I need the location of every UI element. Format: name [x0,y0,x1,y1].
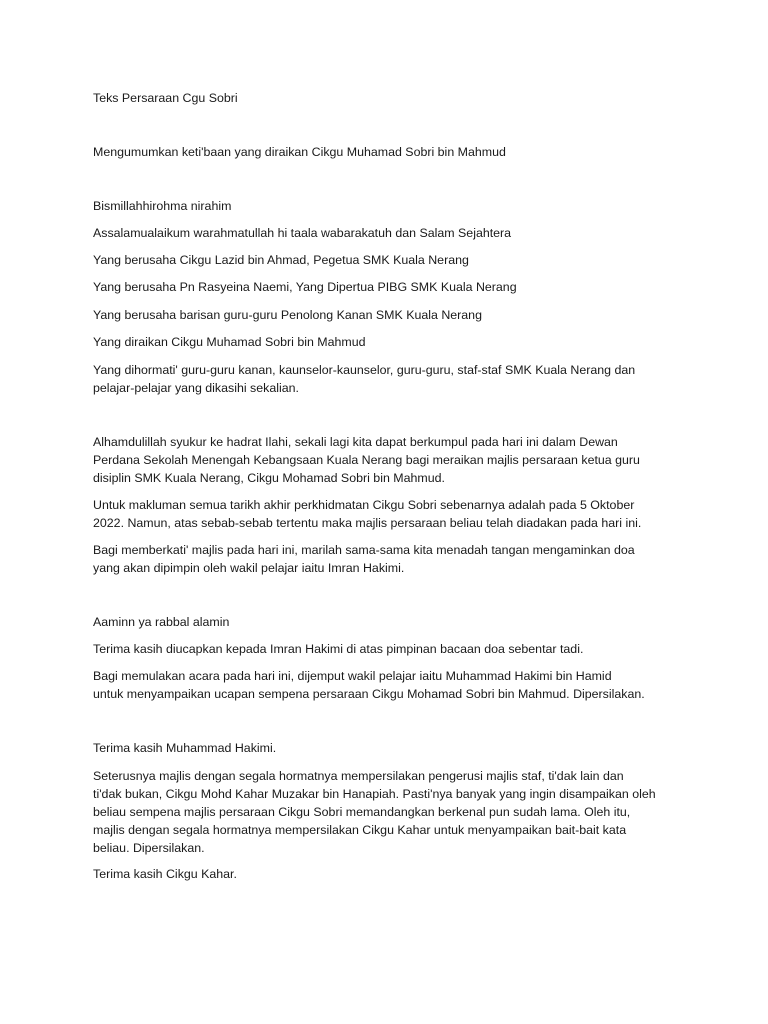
paragraph-line: untuk menyampaikan ucapan sempena persaraan Cikgu Mohamad Sobri bin Mahmud. Dipersilakan. [93,687,645,701]
paragraph-line: Bagi memulakan acara pada hari ini, dijemput wakil pelajar iaitu Muhammad Hakimi bin Hamid [93,669,612,683]
paragraph-line: Untuk makluman semua tarikh akhir perkhidmatan Cikgu Sobri sebenarnya adalah pada 5 Oktober [93,498,635,512]
thanks-hakimi-text: Terima kasih Muhammad Hakimi. [93,741,277,755]
thanks-kahar-text: Terima kasih Cikgu Kahar. [93,867,237,881]
info-paragraph [93,496,678,532]
respected-paragraph [93,361,678,397]
alhamdulillah-paragraph [93,433,678,487]
paragraph-line: Alhamdulillah syukur ke hadrat Ilahi, sekali lagi kita dapat berkumpul pada hari ini dalam Dewan [93,435,618,449]
invite-student-paragraph [93,667,678,703]
thanks-hakimi-paragraph [93,739,678,757]
paragraph-line: beliau. Dipersilakan. [93,841,205,855]
thanks-imran-text: Terima kasih diucapkan kepada Imran Hakimi di atas pimpinan bacaan doa sebentar tadi. [93,642,584,656]
paragraph-line: Bagi memberkati' majlis pada hari ini, marilah sama-sama kita menadah tangan mengaminkan doa [93,543,635,557]
paragraph-line: pelajar-pelajar yang dikasihi sekalian. [93,381,299,395]
amin-paragraph [93,613,678,631]
invite-kahar-paragraph [93,767,678,857]
thanks-kahar-paragraph [93,865,678,883]
salutation-paragraph [93,224,678,242]
paragraph-line: disiplin SMK Kuala Nerang, Cikgu Mohamad Sobri bin Mahmud. [93,471,445,485]
salutation-line: Yang berusaha Cikgu Lazid bin Ahmad, Pegetua SMK Kuala Nerang [93,253,469,267]
doa-paragraph [93,541,678,577]
paragraph-line: Seterusnya majlis dengan segala hormatnya mempersilakan pengerusi majlis staf, ti'dak lain dan [93,769,624,783]
salutation-line: Yang berusaha Pn Rasyeina Naemi, Yang Dipertua PIBG SMK Kuala Nerang [93,280,517,294]
salutation-paragraph [93,251,678,269]
salutation-line: Assalamualaikum warahmatullah hi taala wabarakatuh dan Salam Sejahtera [93,226,512,240]
salutation-line: Yang berusaha barisan guru-guru Penolong Kanan SMK Kuala Nerang [93,308,482,322]
bismillah-paragraph [93,197,678,215]
paragraph-line: majlis dengan segala hormatnya mempersilakan Cikgu Kahar untuk menyampaikan bait-bait kata [93,823,627,837]
salutation-line: Yang diraikan Cikgu Muhamad Sobri bin Mahmud [93,335,366,349]
announcement-text: Mengumumkan keti'baan yang diraikan Cikgu Muhamad Sobri bin Mahmud [93,145,506,159]
announcement-paragraph [93,143,678,161]
thanks-imran-paragraph [93,640,678,658]
salutation-paragraph [93,306,678,324]
amin-text: Aaminn ya rabbal alamin [93,615,230,629]
salutation-paragraph [93,333,678,351]
bismillah-text: Bismillahhirohma nirahim [93,199,232,213]
salutation-paragraph [93,278,678,296]
document-title [93,89,678,107]
paragraph-line: ti'dak bukan, Cikgu Mohd Kahar Muzakar bin Hanapiah. Pasti'nya banyak yang ingin disampaikan oleh [93,787,656,801]
paragraph-line: Yang dihormati' guru-guru kanan, kaunselor-kaunselor, guru-guru, staf-staf SMK Kuala Nerang dan [93,363,636,377]
paragraph-line: beliau sempena majlis persaraan Cikgu Sobri memandangkan berkenal pun sudah lama. Oleh itu, [93,805,631,819]
paragraph-line: yang akan dipimpin oleh wakil pelajar iaitu Imran Hakimi. [93,561,405,575]
paragraph-line: 2022. Namun, atas sebab-sebab tertentu maka majlis persaraan beliau telah diadakan pada hari ini. [93,516,642,530]
paragraph-line: Perdana Sekolah Menengah Kebangsaan Kuala Nerang bagi meraikan majlis persaraan ketua guru [93,453,640,467]
title-text: Teks Persaraan Cgu Sobri [93,91,238,105]
